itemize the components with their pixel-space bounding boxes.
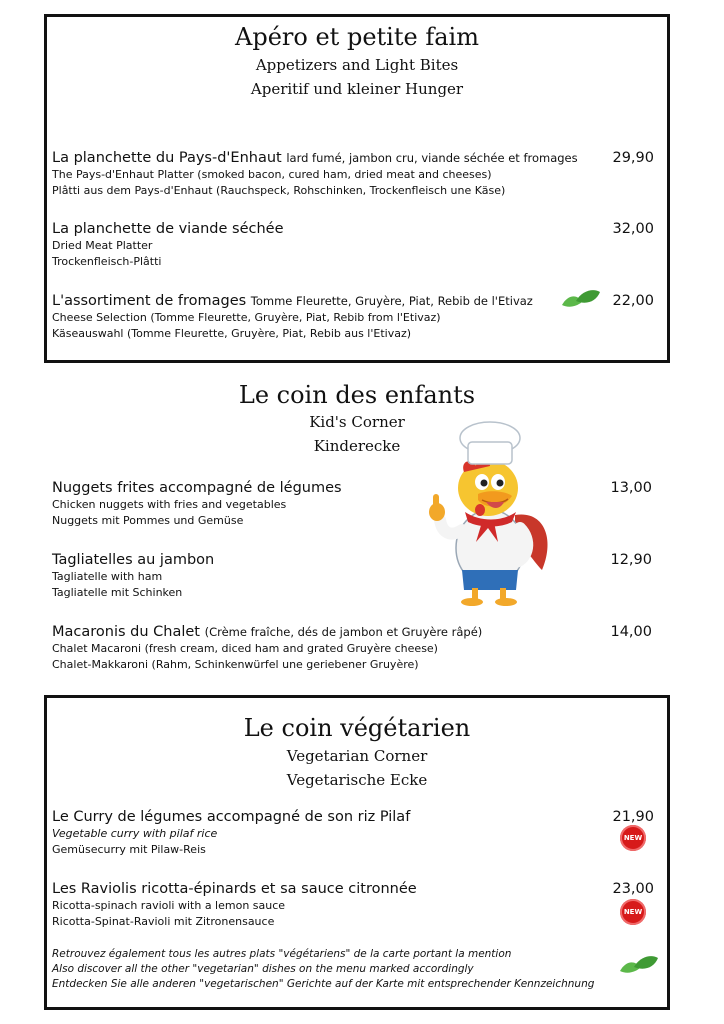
menu-item bbox=[52, 149, 662, 199]
item-desc: Tomme Fleurette, Gruyère, Piat, Rebib de l'Etivaz bbox=[250, 294, 533, 308]
item-name: La planchette du Pays-d'Enhaut bbox=[52, 150, 282, 166]
item-price: 13,00 bbox=[610, 480, 652, 496]
leaf-icon bbox=[618, 954, 660, 976]
item-en: The Pays-d'Enhaut Platter (smoked bacon, cured ham, dried meat and cheeses) bbox=[52, 168, 492, 181]
item-price: 21,90 bbox=[612, 809, 654, 825]
new-badge: NEW bbox=[620, 899, 646, 925]
item-de: Käseauswahl (Tomme Fleurette, Gruyère, Piat, Rebib aus l'Etivaz) bbox=[52, 327, 412, 340]
menu-item bbox=[52, 479, 662, 529]
item-de: Chalet-Makkaroni (Rahm, Schinkenwürfel une geriebener Gruyère) bbox=[52, 658, 419, 671]
item-de: Plâtti aus dem Pays-d'Enhaut (Rauchspeck, Rohschinken, Trockenfleisch une Käse) bbox=[52, 184, 506, 197]
item-en: Chicken nuggets with fries and vegetables bbox=[52, 498, 287, 511]
item-name: Les Raviolis ricotta-épinards et sa sauce citronnée bbox=[52, 881, 417, 897]
new-badge: NEW bbox=[620, 825, 646, 851]
item-en: Dried Meat Platter bbox=[52, 239, 153, 252]
item-price: 32,00 bbox=[612, 221, 654, 237]
item-name: Macaronis du Chalet bbox=[52, 624, 200, 640]
item-price: 22,00 bbox=[612, 293, 654, 309]
section-subtitle-en: Vegetarian Corner bbox=[286, 747, 428, 765]
item-en: Vegetable curry with pilaf rice bbox=[52, 827, 218, 840]
item-en: Ricotta-spinach ravioli with a lemon sauce bbox=[52, 899, 286, 912]
menu-item bbox=[52, 880, 662, 930]
item-de: Nuggets mit Pommes und Gemüse bbox=[52, 514, 244, 527]
item-price: 14,00 bbox=[610, 624, 652, 640]
item-en: Cheese Selection (Tomme Fleurette, Gruyère, Piat, Rebib from l'Etivaz) bbox=[52, 311, 441, 324]
note-de: Entdecken Sie alle anderen "vegetarischen" Gerichte auf der Karte mit entsprechender Kennzeichnung bbox=[52, 978, 595, 990]
item-de: Trockenfleisch-Plâtti bbox=[52, 255, 162, 268]
item-name: Tagliatelles au jambon bbox=[52, 552, 215, 568]
section-title: Apéro et petite faim bbox=[235, 23, 479, 51]
section-title: Le coin des enfants bbox=[238, 381, 476, 409]
section-subtitle-de: Vegetarische Ecke bbox=[286, 771, 428, 789]
item-name: La planchette de viande séchée bbox=[52, 221, 284, 237]
item-de: Ricotta-Spinat-Ravioli mit Zitronensauce bbox=[52, 915, 275, 928]
leaf-icon bbox=[560, 288, 602, 310]
item-name: L'assortiment de fromages bbox=[52, 293, 247, 309]
section-subtitle-en: Appetizers and Light Bites bbox=[255, 56, 459, 74]
item-de: Gemüsecurry mit Pilaw-Reis bbox=[52, 843, 206, 856]
section-subtitle-en: Kid's Corner bbox=[309, 413, 405, 431]
item-en: Chalet Macaroni (fresh cream, diced ham and grated Gruyère cheese) bbox=[52, 642, 438, 655]
item-price: 12,90 bbox=[610, 552, 652, 568]
item-desc: (Crème fraîche, dés de jambon et Gruyère râpé) bbox=[204, 625, 483, 639]
item-de: Tagliatelle mit Schinken bbox=[52, 586, 183, 599]
item-name: Le Curry de légumes accompagné de son riz Pilaf bbox=[52, 809, 411, 825]
menu-item bbox=[52, 808, 662, 858]
menu-item bbox=[52, 551, 662, 601]
item-desc: lard fumé, jambon cru, viande séchée et fromages bbox=[286, 151, 578, 165]
item-price: 29,90 bbox=[612, 150, 654, 166]
item-name: Nuggets frites accompagné de légumes bbox=[52, 480, 342, 496]
chef-rooster-icon bbox=[420, 420, 555, 610]
menu-item bbox=[52, 220, 662, 270]
vegetarian-note bbox=[52, 947, 632, 992]
item-en: Tagliatelle with ham bbox=[52, 570, 163, 583]
note-en: Also discover all the other "vegetarian" dishes on the menu marked accordingly bbox=[52, 963, 474, 975]
item-price: 23,00 bbox=[612, 881, 654, 897]
section-subtitle-de: Aperitif und kleiner Hunger bbox=[250, 80, 464, 98]
note-fr: Retrouvez également tous les autres plats "végétariens" de la carte portant la mention bbox=[52, 948, 512, 960]
menu-item bbox=[52, 623, 662, 673]
section-title: Le coin végétarien bbox=[243, 714, 471, 742]
section-subtitle-de: Kinderecke bbox=[313, 437, 401, 455]
